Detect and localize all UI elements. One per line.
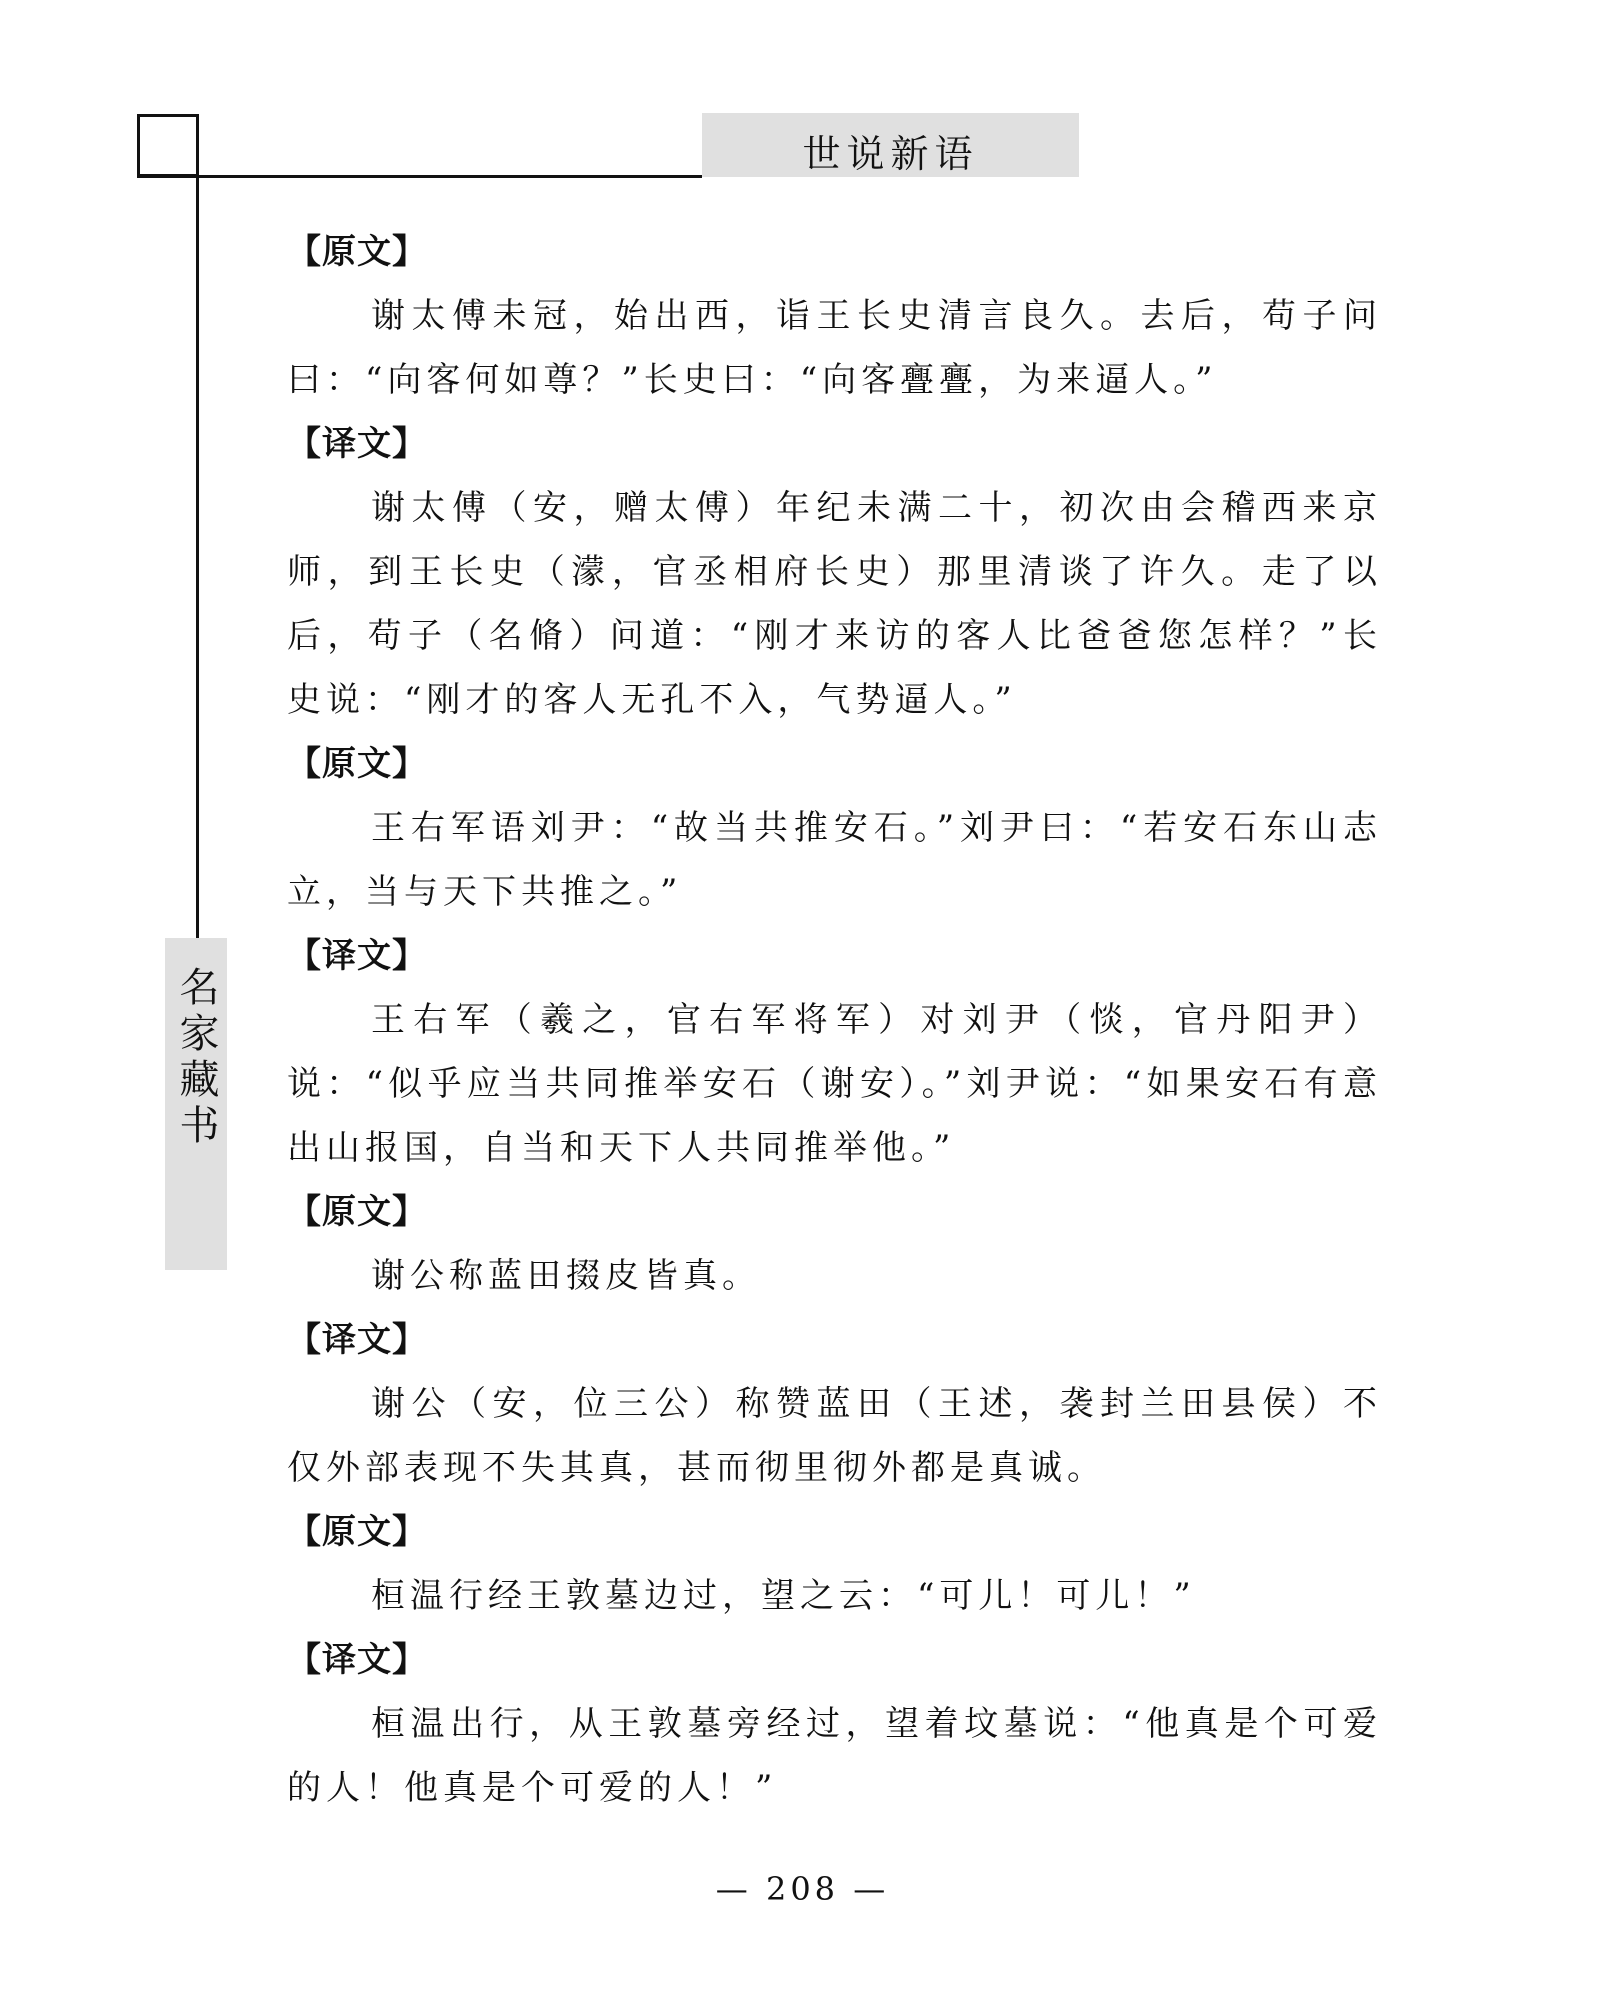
section-heading: 【译文】 xyxy=(287,424,427,464)
section-translation-1 xyxy=(287,412,1382,732)
running-header xyxy=(702,113,1079,177)
section-original-4 xyxy=(287,1500,1382,1628)
book-title: 世说新语 xyxy=(802,131,979,176)
section-original-2 xyxy=(287,732,1382,924)
section-text: 桓温行经王敦墓边过，望之云：“可儿！可儿！” xyxy=(371,1576,1196,1616)
corner-frame xyxy=(137,114,199,177)
section-heading: 【原文】 xyxy=(287,1192,427,1232)
section-text: 桓温出行，从王敦墓旁经过，望着坟墓说：“他真是个可爱的人！他真是个可爱的人！” xyxy=(287,1704,1382,1808)
section-heading: 【原文】 xyxy=(287,232,427,272)
section-heading: 【原文】 xyxy=(287,744,427,784)
section-original-3 xyxy=(287,1180,1382,1308)
side-tab xyxy=(165,938,227,1270)
margin-rule xyxy=(196,114,199,939)
section-heading: 【译文】 xyxy=(287,1640,427,1680)
section-text: 王右军（羲之，官右军将军）对刘尹（惔，官丹阳尹）说：“似乎应当共同推举安石（谢安）。”刘尹说：“如果安石有意出山报国，自当和天下人共同推举他。” xyxy=(287,1000,1382,1168)
section-heading: 【译文】 xyxy=(287,1320,427,1360)
section-original-1 xyxy=(287,220,1382,412)
section-translation-2 xyxy=(287,924,1382,1180)
header-rule xyxy=(137,175,702,178)
series-label: 名家藏书 xyxy=(173,966,219,1150)
page-body xyxy=(287,220,1382,1820)
section-text: 谢公称蓝田掇皮皆真。 xyxy=(371,1256,761,1296)
section-text: 谢太傅未冠，始出西，诣王长史清言良久。去后，苟子问曰：“向客何如尊？”长史曰：“向客亹亹，为来逼人。” xyxy=(287,296,1382,400)
page-number: — 208 — xyxy=(715,1870,890,1908)
section-heading: 【译文】 xyxy=(287,936,427,976)
section-text: 谢太傅（安，赠太傅）年纪未满二十，初次由会稽西来京师，到王长史（濛，官丞相府长史）那里清谈了许久。走了以后，苟子（名脩）问道：“刚才来访的客人比爸爸您怎样？”长史说：“刚才的客人无孔不入，气势逼人。” xyxy=(287,488,1382,720)
section-translation-4 xyxy=(287,1628,1382,1820)
section-translation-3 xyxy=(287,1308,1382,1500)
section-heading: 【原文】 xyxy=(287,1512,427,1552)
section-text: 谢公（安，位三公）称赞蓝田（王述，袭封兰田县侯）不仅外部表现不失其真，甚而彻里彻外都是真诚。 xyxy=(287,1384,1382,1488)
section-text: 王右军语刘尹：“故当共推安石。”刘尹曰：“若安石东山志立，当与天下共推之。” xyxy=(287,808,1382,912)
